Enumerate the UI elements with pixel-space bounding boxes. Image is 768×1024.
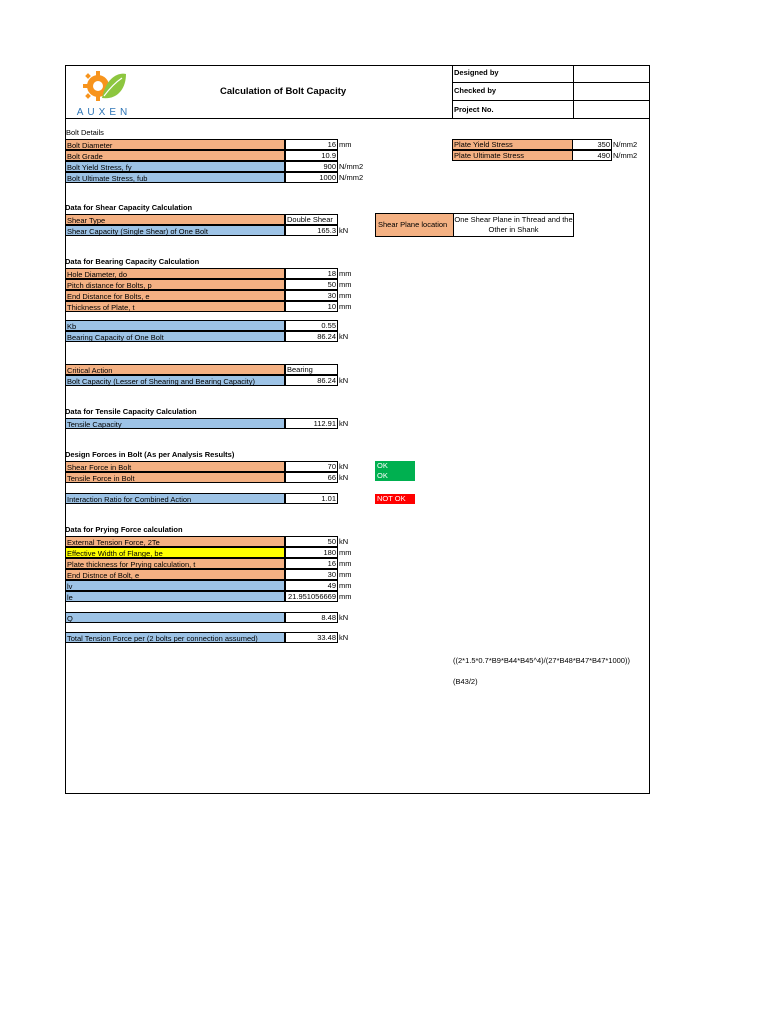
bolt-capacity-value[interactable]: 86.24: [285, 375, 338, 386]
formula-total: (B43/2): [453, 677, 478, 686]
tensile-force-value[interactable]: 66: [285, 472, 338, 483]
prying-plate-thickness-label: Plate thickness for Prying calculation, t: [65, 558, 285, 569]
bolt-capacity-label: Bolt Capacity (Lesser of Shearing and Bearing Capacity): [65, 375, 285, 386]
total-tension-unit: kN: [339, 633, 349, 642]
external-tension-label: External Tension Force, 2Te: [65, 536, 285, 547]
bolt-details-heading: Bolt Details: [66, 128, 104, 137]
effective-width-value[interactable]: 180: [285, 547, 338, 558]
plate-thickness-label: Thickness of Plate, t: [65, 301, 285, 312]
bolt-yield-unit: N/mm2: [339, 162, 364, 171]
hole-diameter-label: Hole Diameter, do: [65, 268, 285, 279]
prying-plate-thickness-value[interactable]: 16: [285, 558, 338, 569]
plate-yield-label: Plate Yield Stress: [452, 139, 573, 150]
hole-diameter-value[interactable]: 18: [285, 268, 338, 279]
bearing-capacity-label: Bearing Capacity of One Bolt: [65, 331, 285, 342]
shear-type-label: Shear Type: [65, 214, 285, 225]
bolt-diameter-unit: mm: [339, 140, 352, 149]
q-unit: kN: [339, 613, 349, 622]
end-distance-bolt-value[interactable]: 30: [285, 569, 338, 580]
bolt-yield-value[interactable]: 900: [285, 161, 338, 172]
bolt-grade-value[interactable]: 10.9: [285, 150, 338, 161]
bearing-capacity-unit: kN: [339, 332, 349, 341]
bolt-diameter-label: Bolt Diameter: [65, 139, 285, 150]
end-distance-bolt-label: End Distnce of Bolt, e: [65, 569, 285, 580]
header-divider-2: [573, 65, 574, 118]
lv-unit: mm: [339, 581, 352, 590]
interaction-ratio-label: Interaction Ratio for Combined Action: [65, 493, 285, 504]
shear-force-label: Shear Force in Bolt: [65, 461, 285, 472]
bearing-capacity-value[interactable]: 86.24: [285, 331, 338, 342]
tensile-capacity-unit: kN: [339, 419, 349, 428]
shear-force-unit: kN: [339, 462, 349, 471]
plate-thickness-value[interactable]: 10: [285, 301, 338, 312]
shear-capacity-label: Shear Capacity (Single Shear) of One Bolt: [65, 225, 285, 236]
le-value[interactable]: 21.951056669: [285, 591, 338, 602]
plate-ultimate-unit: N/mm2: [613, 151, 638, 160]
pitch-distance-value[interactable]: 50: [285, 279, 338, 290]
critical-action-label: Critical Action: [65, 364, 285, 375]
bolt-ultimate-value[interactable]: 1000: [285, 172, 338, 183]
shear-capacity-unit: kN: [339, 226, 349, 235]
bolt-ultimate-label: Bolt Ultimate Stress, fub: [65, 172, 285, 183]
checked-by-label: Checked by: [454, 86, 497, 95]
shear-heading: Data for Shear Capacity Calculation: [65, 203, 193, 212]
design-forces-heading: Design Forces in Bolt (As per Analysis Results): [65, 450, 235, 459]
effective-width-unit: mm: [339, 548, 352, 557]
project-no-label: Project No.: [454, 105, 494, 114]
header-row-border-2: [452, 100, 650, 101]
tensile-capacity-value[interactable]: 112.91: [285, 418, 338, 429]
shear-type-value[interactable]: Double Shear: [285, 214, 338, 225]
bolt-diameter-value[interactable]: 16: [285, 139, 338, 150]
header-divider: [452, 65, 453, 118]
bearing-heading: Data for Bearing Capacity Calculation: [65, 257, 200, 266]
pitch-distance-label: Pitch distance for Bolts, p: [65, 279, 285, 290]
header-row-border: [452, 82, 650, 83]
q-value[interactable]: 8.48: [285, 612, 338, 623]
lv-value[interactable]: 49: [285, 580, 338, 591]
plate-yield-unit: N/mm2: [613, 140, 638, 149]
plate-ultimate-value[interactable]: 490: [572, 150, 612, 161]
bolt-ultimate-unit: N/mm2: [339, 173, 364, 182]
critical-action-value[interactable]: Bearing: [285, 364, 338, 375]
tensile-capacity-label: Tensile Capacity: [65, 418, 285, 429]
bolt-capacity-unit: kN: [339, 376, 349, 385]
pitch-distance-unit: mm: [339, 280, 352, 289]
header-bottom-border: [65, 118, 650, 119]
end-distance-value[interactable]: 30: [285, 290, 338, 301]
shear-plane-label: Shear Plane location: [375, 213, 454, 237]
hole-diameter-unit: mm: [339, 269, 352, 278]
shear-plane-value[interactable]: One Shear Plane in Thread and the Other in Shank: [453, 213, 574, 237]
formula-q: ((2*1.5*0.7*B9*B44*B45^4)/(27*B48*B47*B47*1000)): [453, 656, 630, 665]
end-distance-label: End Distance for Bolts, e: [65, 290, 285, 301]
effective-width-label: Effective Width of Flange, be: [65, 547, 285, 558]
prying-heading: Data for Prying Force calculation: [65, 525, 183, 534]
designed-by-label: Designed by: [454, 68, 499, 77]
shear-capacity-value[interactable]: 165.3: [285, 225, 338, 236]
tensile-heading: Data for Tensile Capacity Calculation: [65, 407, 197, 416]
q-label: Q: [65, 612, 285, 623]
interaction-ratio-status: NOT OK: [375, 494, 415, 504]
logo-text: AUXEN: [76, 107, 132, 118]
tensile-force-unit: kN: [339, 473, 349, 482]
end-distance-unit: mm: [339, 291, 352, 300]
bolt-yield-label: Bolt Yield Stress, fy: [65, 161, 285, 172]
plate-thickness-unit: mm: [339, 302, 352, 311]
plate-ultimate-label: Plate Ultimate Stress: [452, 150, 573, 161]
tensile-force-label: Tensile Force in Bolt: [65, 472, 285, 483]
total-tension-value[interactable]: 33.48: [285, 632, 338, 643]
company-logo: [76, 68, 132, 116]
gear-leaf-icon: [76, 68, 132, 104]
kb-label: Kb: [65, 320, 285, 331]
prying-plate-thickness-unit: mm: [339, 559, 352, 568]
interaction-ratio-value[interactable]: 1.01: [285, 493, 338, 504]
shear-force-status: OK: [375, 461, 415, 471]
le-unit: mm: [339, 592, 352, 601]
external-tension-unit: kN: [339, 537, 349, 546]
end-distance-bolt-unit: mm: [339, 570, 352, 579]
kb-value[interactable]: 0.55: [285, 320, 338, 331]
tensile-force-status: OK: [375, 471, 415, 481]
bolt-grade-label: Bolt Grade: [65, 150, 285, 161]
total-tension-label: Total Tension Force per (2 bolts per connection assumed): [65, 632, 285, 643]
le-label: le: [65, 591, 285, 602]
lv-label: lv: [65, 580, 285, 591]
page-title: Calculation of Bolt Capacity: [220, 86, 347, 97]
external-tension-value[interactable]: 50: [285, 536, 338, 547]
plate-yield-value[interactable]: 350: [572, 139, 612, 150]
shear-force-value[interactable]: 70: [285, 461, 338, 472]
